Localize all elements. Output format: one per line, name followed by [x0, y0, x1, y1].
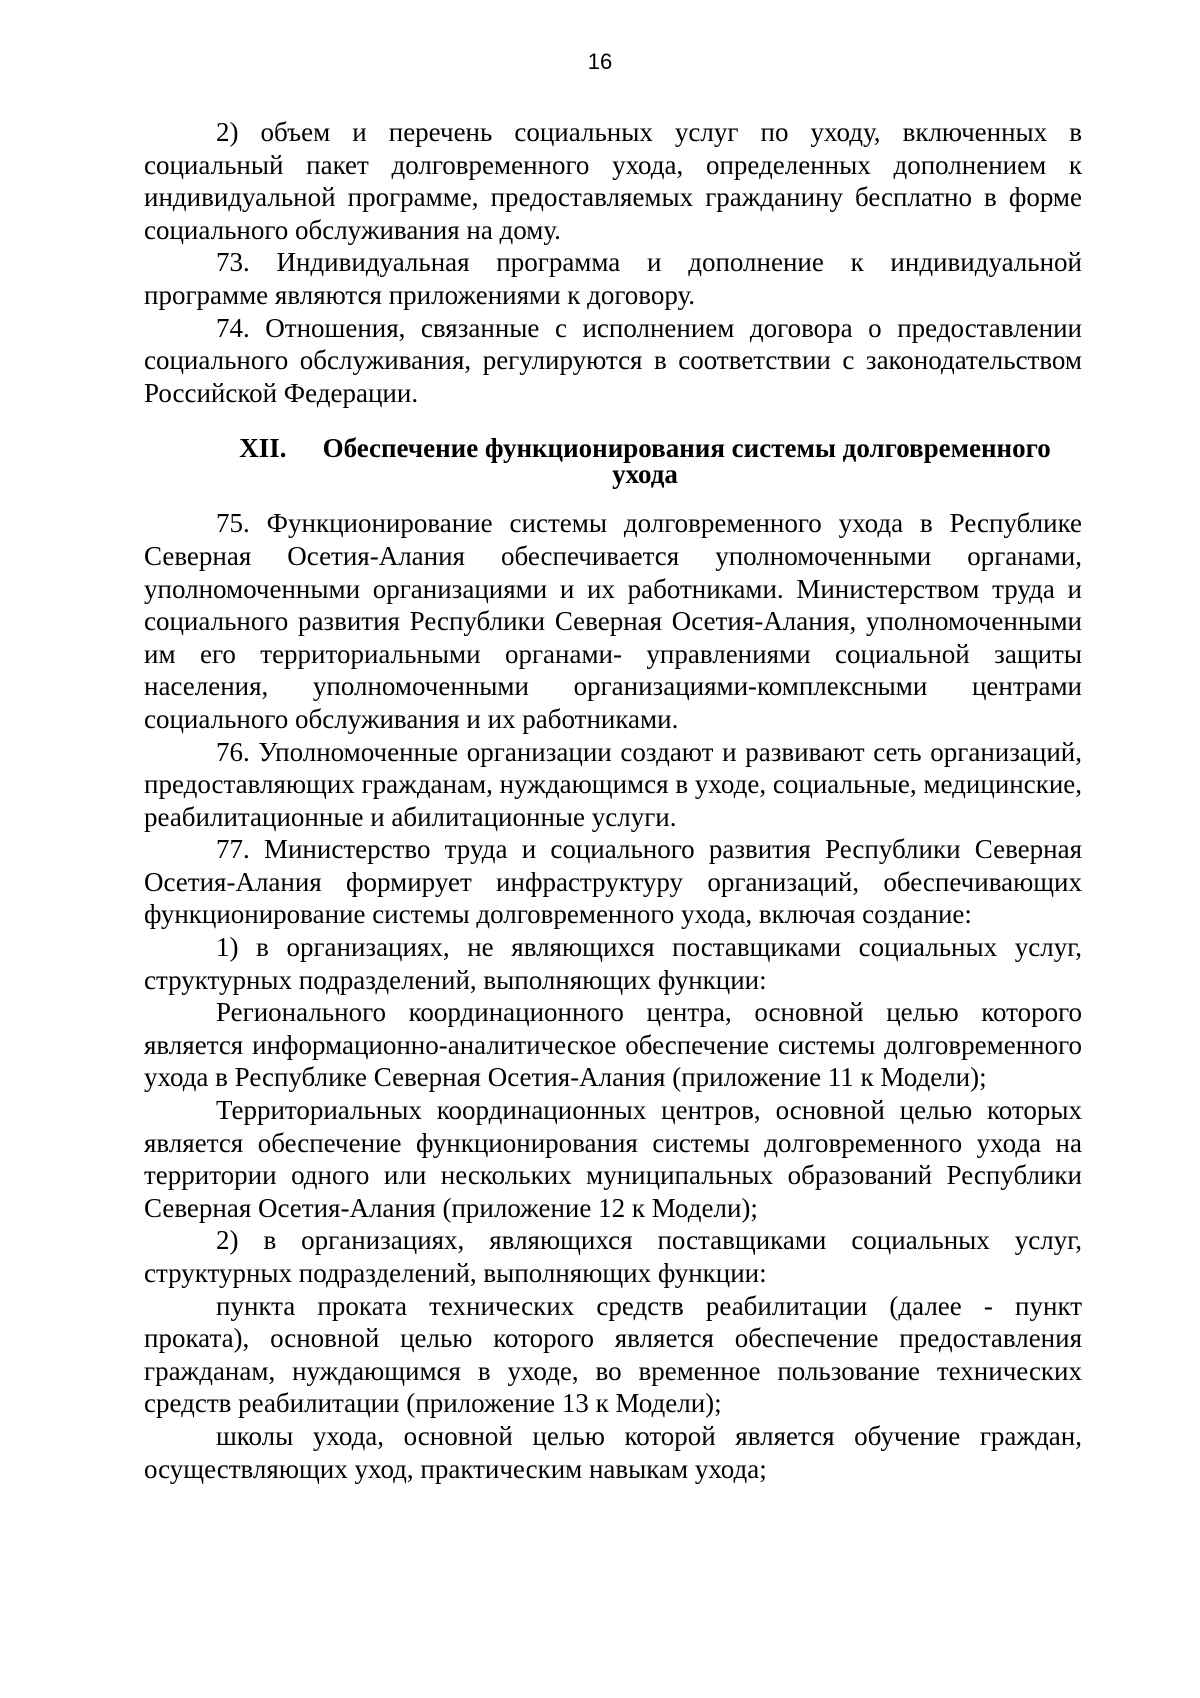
paragraph-76: 76. Уполномоченные организации создают и развивают сеть организаций, предоставляющих гражданам, нуждающимся в уходе, социальные, медицинские, реабилитационные и абилитационные услуги.	[144, 736, 1082, 832]
paragraph-regional-center: Регионального координационного центра, основной целью которого является информационно-аналитическое обеспечение системы долговременного ухода в Республике Северная Осетия-Алания (приложение 11 к Модели);	[144, 997, 1082, 1093]
section-heading	[144, 433, 1082, 490]
section-title-line-1: Обеспечение функционирования системы долговременного	[322, 433, 1051, 464]
paragraph-77: 77. Министерство труда и социального развития Республики Северная Осетия-Алания формирует инфраструктуру организаций, обеспечивающих функционирование системы долговременного ухода, включая создание:	[144, 834, 1082, 930]
section-number: XII.	[239, 433, 287, 464]
paragraph-77-item-2: 2) в организациях, являющихся поставщиками социальных услуг, структурных подразделений, выполняющих функции:	[144, 1225, 1082, 1288]
paragraph-territorial-centers: Территориальных координационных центров, основной целью которых является обеспечение функционирования системы долговременного ухода на территории одного или нескольких муниципальных образований Республики Северная Осетия-Алания (приложение 12 к Модели);	[144, 1095, 1082, 1223]
paragraph-73: 73. Индивидуальная программа и дополнение к индивидуальной программе являются приложениями к договору.	[144, 247, 1082, 310]
paragraph-care-school: школы ухода, основной целью которой является обучение граждан, осуществляющих уход, практическим навыкам ухода;	[144, 1420, 1082, 1484]
paragraph-72-item-2: 2) объем и перечень социальных услуг по уходу, включенных в социальный пакет долговременного ухода, определенных дополнением к индивидуальной программе, предоставляемых гражданину бесплатно в форме социального обслуживания на дому.	[144, 117, 1082, 245]
paragraph-rental-point: пункта проката технических средств реабилитации (далее - пункт проката), основной целью которого является обеспечение предоставления гражданам, нуждающимся в уходе, во временное пользование технических средств реабилитации (приложение 13 к Модели);	[144, 1290, 1082, 1419]
document-body	[144, 116, 1082, 1485]
page-number: 16	[587, 49, 613, 74]
section-title-line-2: ухода	[612, 459, 678, 490]
paragraph-75: 75. Функционирование системы долговременного ухода в Республике Северная Осетия-Алания обеспечивается уполномоченными органами, уполномоченными организациями и их работниками. Министерством труда и социального развития Республики Северная Осетия-Алания, уполномоченными им его территориальными органами- управлениями социальной защиты населения, уполномоченными организациями-комплексными центрами социального обслуживания и их работниками.	[144, 508, 1082, 734]
paragraph-77-item-1: 1) в организациях, не являющихся поставщиками социальных услуг, структурных подразделений, выполняющих функции:	[144, 932, 1082, 995]
paragraph-74: 74. Отношения, связанные с исполнением договора о предоставлении социального обслуживания, регулируются в соответствии с законодательством Российской Федерации.	[144, 312, 1082, 408]
section-heading-line-1	[208, 433, 1082, 464]
